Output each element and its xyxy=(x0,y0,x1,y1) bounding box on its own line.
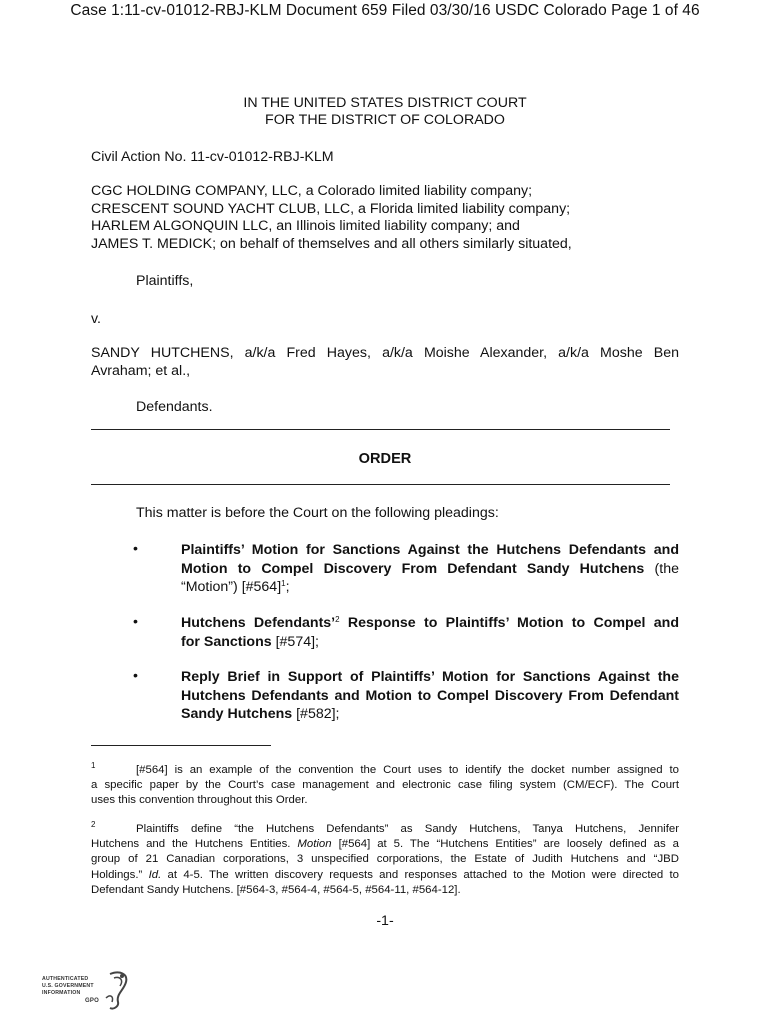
pleading-title: Sandy Hutchens xyxy=(181,706,293,722)
intro-paragraph: This matter is before the Court on the following pleadings: xyxy=(136,505,499,521)
plaintiff-line: JAMES T. MEDICK; on behalf of themselves and all others similarly situated, xyxy=(91,235,572,252)
footnote-marker: 2 xyxy=(91,820,96,829)
plaintiffs-label: Plaintiffs, xyxy=(136,273,194,289)
pleading-title: Motion to Compel Discovery From Defendant Sandy Hutchens xyxy=(181,560,645,577)
pleading-text: [#582]; xyxy=(292,706,340,722)
order-title: ORDER xyxy=(358,451,412,467)
plaintiffs-block xyxy=(91,183,572,253)
versus: v. xyxy=(91,311,101,327)
footnote-text: [#564] at 5. The “Hutchens Entities” are loosely defined as a xyxy=(331,838,679,851)
citation-italic: Motion xyxy=(297,838,332,851)
civil-action-number: Civil Action No. 11-cv-01012-RBJ-KLM xyxy=(91,149,334,165)
footnote-2 xyxy=(91,822,679,898)
footnote-text: uses this convention throughout this Order. xyxy=(91,794,308,807)
footnote-text: at 4-5. The written discovery requests and responses attached to the Motion were directed to xyxy=(161,868,679,881)
footnote-text: [#564] is an example of the convention the Court uses to identify the docket number assigned to xyxy=(136,764,679,776)
pleading-title: Response to Plaintiffs’ Motion to Compel and xyxy=(339,615,680,631)
divider-top xyxy=(91,429,670,430)
pleading-item xyxy=(181,614,679,651)
footnote-text: group of 21 Canadian corporations, 3 unspecified corporations, the Estate of Judith Hutchens and “JBD xyxy=(91,853,679,866)
divider-bottom xyxy=(91,484,670,485)
footnote-separator xyxy=(91,745,271,746)
footnote-text: Holdings.” xyxy=(91,868,149,881)
pleading-title: Plaintiffs’ Motion for Sanctions Against the Hutchens Defendants and xyxy=(181,542,679,558)
footnote-1 xyxy=(91,763,679,809)
pleading-item xyxy=(181,668,679,724)
citation-italic: Id. xyxy=(148,868,162,881)
footnote-text: Plaintiffs define “the Hutchens Defendants” as Sandy Hutchens, Tanya Hutchens, Jennifer xyxy=(136,823,679,835)
gpo-authentication-seal xyxy=(40,968,140,1012)
pleading-text: (the xyxy=(644,560,679,577)
pleading-title: Hutchens Defendants’ xyxy=(181,615,336,631)
bullet-marker: • xyxy=(133,614,138,630)
pleading-text: ; xyxy=(285,579,290,595)
footnote-ref[interactable]: 1 xyxy=(281,579,286,588)
plaintiff-line: CRESCENT SOUND YACHT CLUB, LLC, a Florida limited liability company; xyxy=(91,200,571,217)
gpo-seal-line: U.S. GOVERNMENT xyxy=(42,983,94,989)
pleading-title: Reply Brief in Support of Plaintiffs’ Motion for Sanctions Against the xyxy=(181,669,679,685)
bullet-marker: • xyxy=(133,541,138,557)
bullet-marker: • xyxy=(133,668,138,684)
pleading-text: “Motion”) [#564] xyxy=(181,579,282,595)
footnote-text: Defendant Sandy Hutchens. [#564-3, #564-4, #564-5, #564-11, #564-12]. xyxy=(91,883,461,896)
defendant-line: Avraham; et al., xyxy=(91,363,191,379)
defendants-block xyxy=(91,344,679,380)
defendant-line: SANDY HUTCHENS, a/k/a Fred Hayes, a/k/a Moishe Alexander, a/k/a Moshe Ben xyxy=(91,345,679,361)
gpo-seal-line: GPO xyxy=(85,998,99,1004)
plaintiff-line: HARLEM ALGONQUIN LLC, an Illinois limited liability company; and xyxy=(91,218,520,234)
court-name-line: IN THE UNITED STATES DISTRICT COURT xyxy=(243,95,527,111)
court-caption xyxy=(0,95,770,129)
pleading-item xyxy=(181,541,679,597)
footnote-marker: 1 xyxy=(91,761,96,770)
plaintiff-line: CGC HOLDING COMPANY, LLC, a Colorado limited liability company; xyxy=(91,183,533,199)
gpo-seal-line: AUTHENTICATED xyxy=(42,976,89,982)
case-header: Case 1:11-cv-01012-RBJ-KLM Document 659 Filed 03/30/16 USDC Colorado Page 1 of 46 xyxy=(70,2,700,19)
pleading-text: [#574]; xyxy=(271,633,319,650)
pleading-title: for Sanctions xyxy=(181,633,272,650)
gpo-seal-line: INFORMATION xyxy=(42,990,81,996)
page-number: -1- xyxy=(376,913,394,929)
footnote-text: Hutchens and the Hutchens Entities. xyxy=(91,838,298,851)
footnote-ref[interactable]: 2 xyxy=(335,615,340,624)
court-district-line: FOR THE DISTRICT OF COLORADO xyxy=(265,112,505,128)
defendants-label: Defendants. xyxy=(136,399,213,415)
pleading-title: Hutchens Defendants and Motion to Compel Discovery From Defendant xyxy=(181,687,679,704)
footnote-text: a specific paper by the Court’s case management and electronic case filing system (CM/ECF). The Court xyxy=(91,779,679,792)
